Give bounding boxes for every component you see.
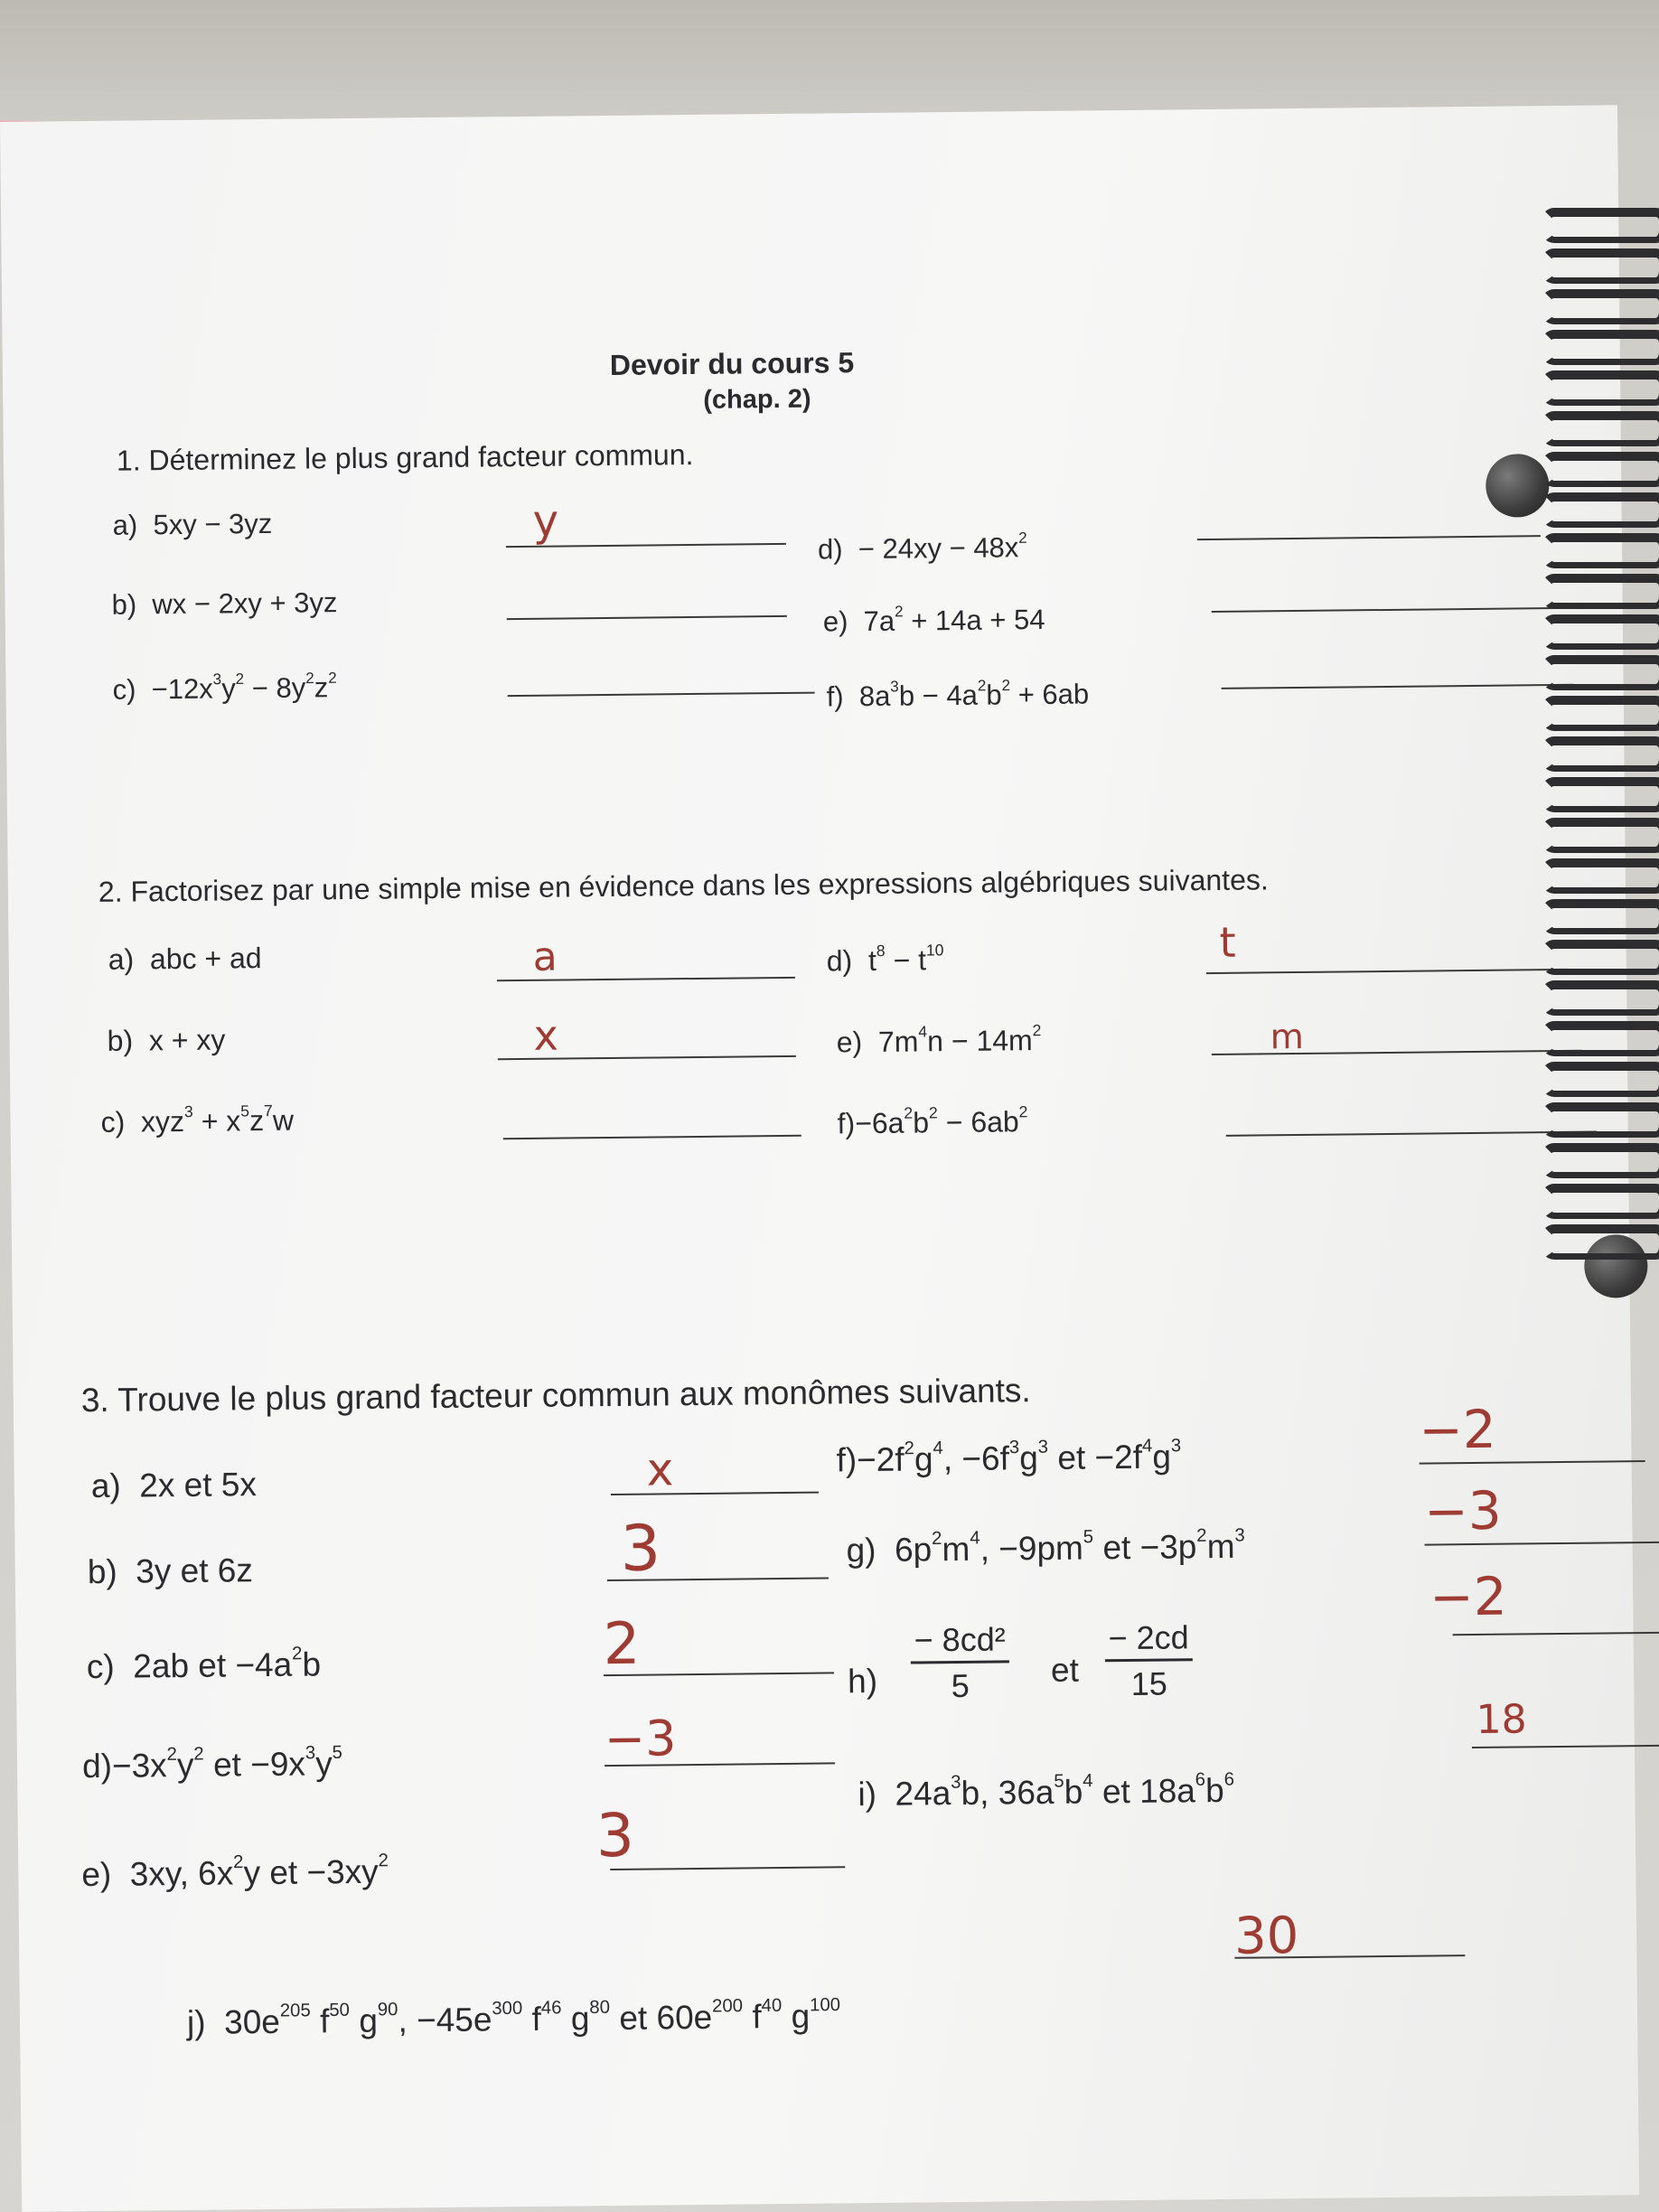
spiral-coil (1542, 330, 1659, 365)
s1-item-a: a) 5xy − 3yz (112, 507, 273, 541)
s3-item-a: a) 2x et 5x (90, 1466, 258, 1505)
spiral-coil (1542, 208, 1659, 243)
s3-e-answer: 3 (595, 1800, 635, 1871)
spiral-coil (1542, 1143, 1659, 1178)
s3-h-fraction-2: $\frac{- 2cd}{15}$ (1104, 1618, 1193, 1703)
s1-b-answer-line[interactable] (507, 615, 787, 620)
binder-hole-top (1486, 454, 1550, 518)
spiral-coil (1542, 614, 1659, 650)
s3-item-c: c) 2ab et $-4a^2b$ (86, 1644, 322, 1686)
spiral-coil (1542, 899, 1659, 934)
s3-item-f: $f)-2f^2g^4$, $-6f^3g^3$ et $-2f^4g^3$ (836, 1436, 1182, 1479)
spiral-coil (1542, 858, 1659, 894)
spiral-coil (1542, 370, 1659, 406)
s2-item-e: e) $7m^4n - 14m^2$ (836, 1021, 1042, 1059)
s2-e-answer-line[interactable] (1212, 1050, 1582, 1055)
s2-item-a: a) abc + ad (108, 942, 262, 976)
s3-i-answer: 18 (1476, 1696, 1527, 1743)
spiral-binding (1560, 208, 1659, 1292)
spiral-coil (1542, 452, 1659, 487)
s3-e-answer-line[interactable] (610, 1866, 845, 1870)
spiral-coil (1542, 533, 1659, 568)
s1-item-f: f) $8a^3b - 4a^2b^2 + 6ab$ (826, 676, 1090, 713)
s3-f-answer-line[interactable] (1420, 1460, 1645, 1465)
spiral-coil (1542, 940, 1659, 975)
spiral-coil (1542, 696, 1659, 731)
s3-item-i: i) $24a^3b$, $36a^5b^4$ et $18a^6b^6$ (858, 1769, 1235, 1814)
spiral-coil (1542, 248, 1659, 284)
s3-h-fraction-1: $\frac{\text{− 8cd²}}{5}$ (910, 1620, 1009, 1705)
s3-item-b: b) 3y et 6z (87, 1551, 254, 1591)
page-subtitle: (chap. 2) (703, 384, 811, 415)
s3-a-answer: x (646, 1443, 674, 1496)
s2-c-answer-line[interactable] (503, 1135, 801, 1139)
spiral-coil (1542, 1224, 1659, 1260)
spiral-coil (1542, 492, 1659, 528)
s1-f-answer-line[interactable] (1222, 684, 1574, 689)
s1-item-e: e) $7a^2 + 14a + 54$ (822, 603, 1045, 638)
s2-item-b: b) x + xy (107, 1023, 226, 1057)
s3-g-answer-line[interactable] (1425, 1542, 1659, 1546)
s3-a-answer-line[interactable] (611, 1492, 819, 1495)
s3-item-e: e) 3xy, $6x^2y$ et $-3xy^2$ (81, 1851, 389, 1894)
spiral-coil (1542, 1062, 1659, 1097)
s2-e-answer: m (1270, 1016, 1304, 1057)
s2-item-f: $f)-6a^2b^2 - 6ab^2$ (837, 1102, 1028, 1140)
s3-item-g: g) $6p^2m^4$, $-9pm^5$ et $-3p^2m^3$ (846, 1525, 1245, 1570)
s2-d-answer: t (1219, 917, 1236, 967)
section2-instruction: 2. Factorisez par une simple mise en évidence dans les expressions algébriques suivantes. (98, 863, 1269, 908)
s1-a-answer: y (532, 495, 559, 547)
page-title: Devoir du cours 5 (609, 346, 855, 381)
s3-f-answer: −2 (1418, 1398, 1497, 1461)
worksheet-page (0, 105, 1639, 2212)
spiral-coil (1542, 411, 1659, 446)
s3-b-answer: 3 (620, 1511, 661, 1586)
s1-e-answer-line[interactable] (1212, 607, 1555, 613)
spiral-coil (1542, 289, 1659, 324)
spiral-coil (1542, 1021, 1659, 1056)
s2-d-answer-line[interactable] (1206, 969, 1568, 974)
spiral-coil (1542, 1102, 1659, 1138)
spiral-coil (1542, 736, 1659, 772)
spiral-coil (1542, 655, 1659, 690)
s3-g-answer: −3 (1423, 1479, 1503, 1542)
s2-a-answer: a (532, 933, 558, 980)
s3-j-answer: 30 (1233, 1907, 1299, 1966)
s1-item-c: $c) -12x^3y^2 - 8y^2z^2$ (112, 669, 337, 706)
s3-h-et: et (1050, 1651, 1080, 1689)
spiral-coil (1542, 574, 1659, 609)
spiral-coil (1542, 818, 1659, 853)
s3-item-d: $d)-3x^2y^2$ et $-9x^3y^5$ (81, 1742, 343, 1786)
spiral-coil (1542, 777, 1659, 812)
s3-item-h-label: h) (847, 1662, 878, 1701)
spiral-coil (1542, 980, 1659, 1016)
s1-item-d: $d) - 24xy - 48x^2$ (817, 529, 1027, 566)
s3-h-answer-line[interactable] (1453, 1632, 1659, 1636)
s2-item-d: d) $t^8 - t^{10}$ (826, 941, 944, 978)
s3-item-j: j) $30e^{205}$ $f^{50}$ $g^{90}$, $-45e^{300}$ $f^{46}$ $g^{80}$ et $60e^{200}$ $f^{40}$ $g^{100}$ (186, 1995, 841, 2041)
s3-h-answer: −2 (1429, 1565, 1508, 1628)
s1-c-answer-line[interactable] (508, 692, 815, 698)
s3-i-answer-line[interactable] (1472, 1745, 1659, 1748)
s1-d-answer-line[interactable] (1197, 535, 1541, 540)
s1-item-b: b) wx − 2xy + 3yz (111, 586, 338, 621)
section3-instruction: 3. Trouve le plus grand facteur commun aux monômes suivants. (80, 1372, 1031, 1420)
s3-d-answer: −3 (604, 1710, 677, 1768)
s2-b-answer: x (533, 1010, 559, 1060)
spiral-coil (1542, 1184, 1659, 1219)
s2-f-answer-line[interactable] (1226, 1131, 1597, 1137)
s2-item-c: c) $xyz^3 + x^5z^7w$ (100, 1101, 295, 1139)
s3-c-answer: 2 (603, 1610, 641, 1679)
section1-instruction: 1. Déterminez le plus grand facteur commun. (116, 437, 694, 477)
